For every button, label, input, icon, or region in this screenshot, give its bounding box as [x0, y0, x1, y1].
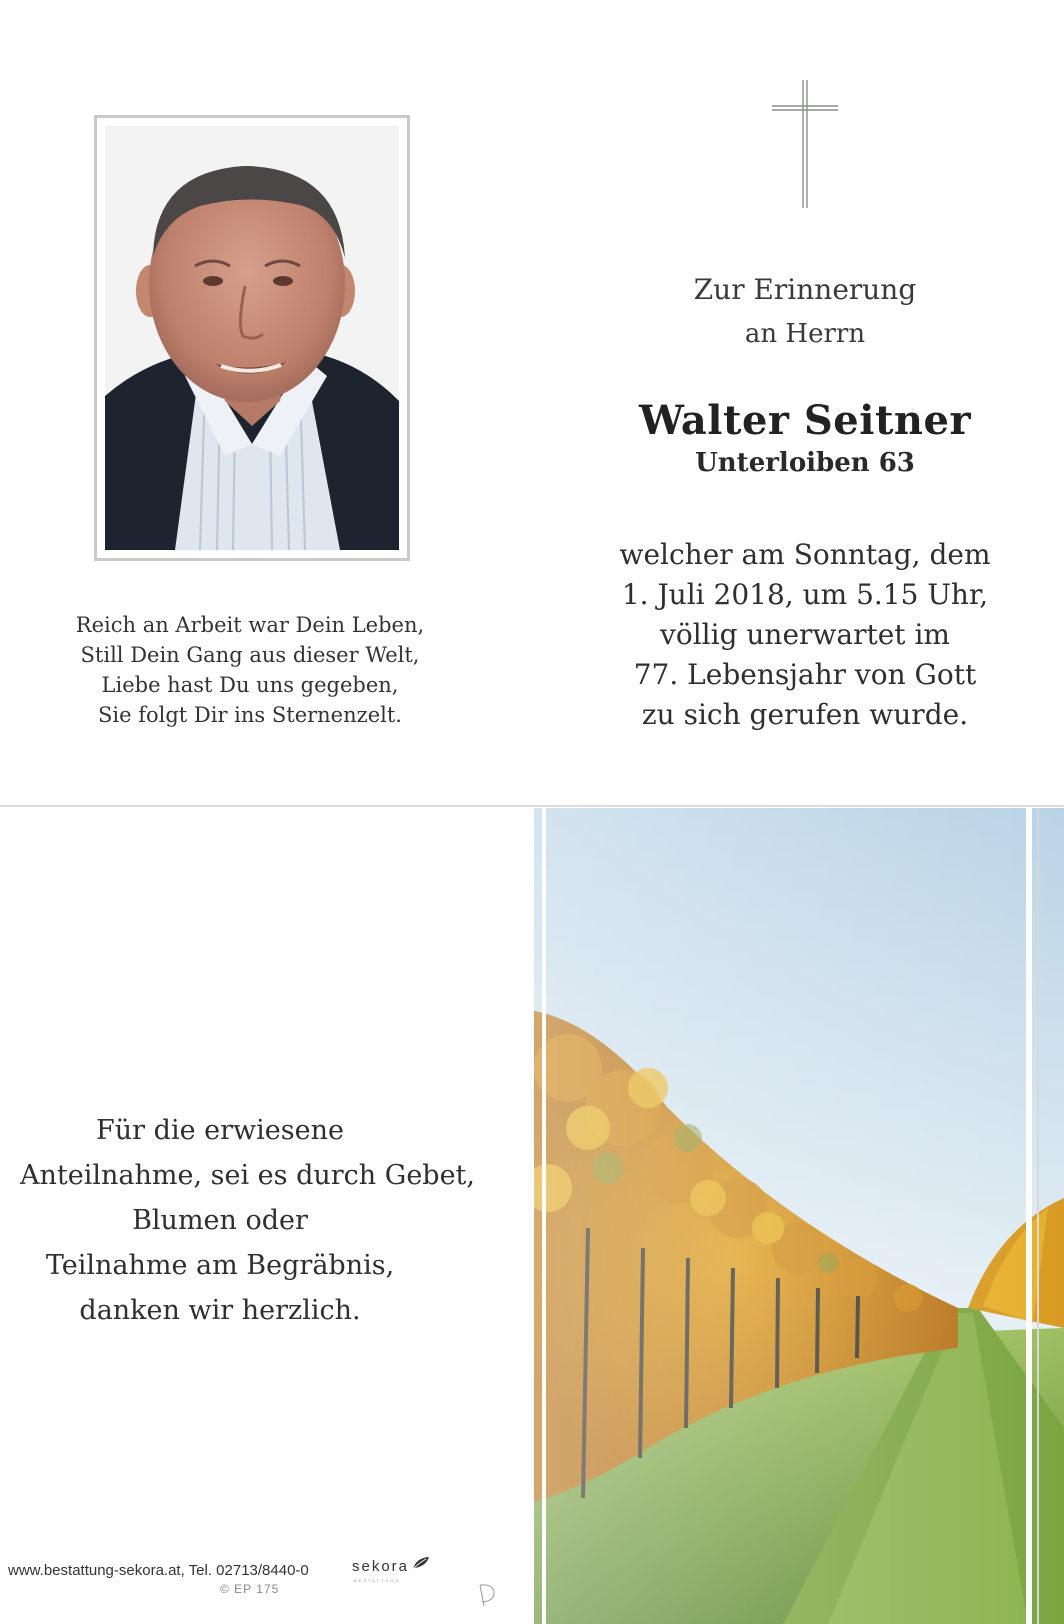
- deceased-block: [610, 396, 1000, 480]
- notice-line: 77. Lebensjahr von Gott: [633, 658, 977, 691]
- thanks-line: Für die erwiesene: [96, 1115, 344, 1146]
- notice-line: 1. Juli 2018, um 5.15 Uhr,: [621, 578, 989, 611]
- poem-line: Reich an Arbeit war Dein Leben,: [75, 613, 425, 637]
- intro-line: Zur Erinnerung: [693, 273, 917, 306]
- thanks-message: [20, 1108, 475, 1333]
- poem-line: Sie folgt Dir ins Sternenzelt.: [98, 703, 402, 727]
- notice-line: welcher am Sonntag, dem: [619, 538, 991, 571]
- thanks-line: Blumen oder: [132, 1205, 308, 1236]
- vineyard-photo: [528, 808, 1064, 1624]
- intro-line: an Herrn: [744, 319, 866, 349]
- portrait-frame: [94, 115, 410, 561]
- memorial-poem: [60, 610, 440, 730]
- deceased-address: Unterloiben 63: [695, 448, 915, 478]
- footer-contact: www.bestattung-sekora.at, Tel. 02713/8440-0: [8, 1562, 309, 1579]
- thanks-line: Teilnahme am Begräbnis,: [45, 1250, 395, 1281]
- thanks-line: Anteilnahme, sei es durch Gebet,: [20, 1160, 475, 1191]
- cross-icon: [772, 80, 838, 208]
- notice-line: zu sich gerufen wurde.: [641, 698, 969, 731]
- footer-code: © EP 175: [220, 1582, 280, 1596]
- poem-line: Still Dein Gang aus dieser Welt,: [80, 643, 420, 667]
- intro-block: [640, 270, 970, 354]
- fold-divider: [0, 805, 1064, 807]
- deceased-name: Walter Seitner: [638, 397, 972, 444]
- brand-logo: [352, 1556, 432, 1590]
- portrait-photo: [105, 126, 399, 550]
- leaf-icon: [412, 1556, 430, 1570]
- publisher-mark-icon: [474, 1582, 500, 1608]
- brand-name: sekora: [352, 1558, 410, 1575]
- notice-line: völlig unerwartet im: [660, 618, 950, 651]
- death-notice: [610, 535, 1000, 735]
- brand-subtitle: BESTATTUNG: [354, 1578, 401, 1583]
- poem-line: Liebe hast Du uns gegeben,: [101, 673, 399, 697]
- thanks-line: danken wir herzlich.: [79, 1295, 361, 1326]
